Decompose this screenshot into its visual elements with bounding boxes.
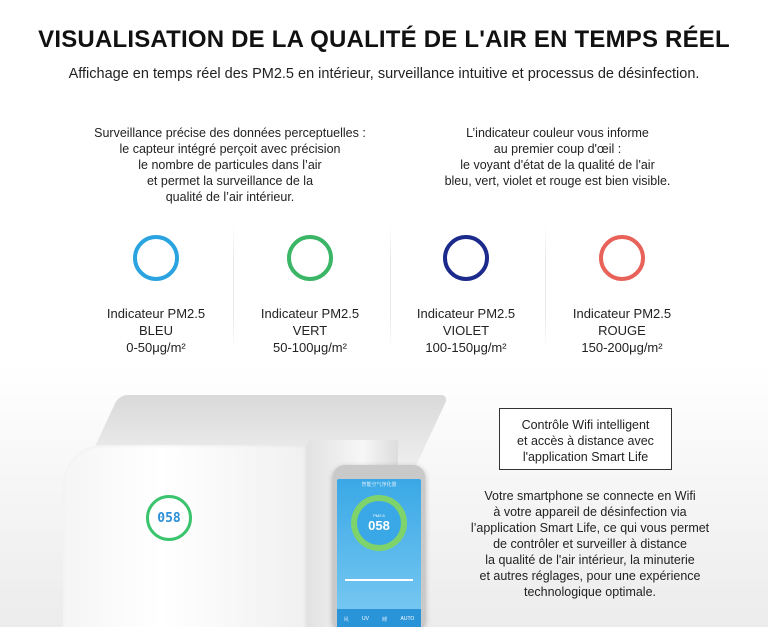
- indicator-blue: [81, 232, 231, 356]
- indicator-range: 150-200μg/m²: [581, 340, 663, 355]
- indicator-violet: [391, 232, 541, 356]
- indicator-red: [547, 232, 697, 356]
- divider: [233, 225, 234, 350]
- divider: [545, 225, 546, 350]
- display-value: 058: [157, 510, 181, 526]
- indicator-range: 50-100μg/m²: [273, 340, 347, 355]
- fan-slider: [345, 579, 413, 581]
- indicator-color: VIOLET: [442, 323, 490, 338]
- indicator-range: 0-50μg/m²: [126, 340, 186, 355]
- violet-ring-icon: [443, 235, 489, 281]
- gauge-value: 058: [368, 518, 390, 533]
- phone-nav-bar: [337, 609, 421, 627]
- indicator-label: Indicateur PM2.5: [572, 306, 672, 321]
- gauge-label: PM2.5: [373, 513, 385, 518]
- blue-ring-icon: [133, 235, 179, 281]
- indicator-label: Indicateur PM2.5: [416, 306, 516, 321]
- indicator-color: BLEU: [139, 323, 173, 338]
- wifi-feature-box: Contrôle Wifi intelligent et accès à distance avec l'application Smart Life: [499, 408, 672, 470]
- indicator-description: L’indicateur couleur vous informe au premier coup d'œil : le voyant d'état de la qualité de l'air bleu, vert, violet et rouge est bien visible.: [444, 126, 671, 188]
- nav-item: AUTO: [400, 616, 415, 622]
- nav-item: 风: [343, 616, 349, 623]
- indicator-color: ROUGE: [598, 323, 646, 338]
- smartphone-image: [333, 465, 425, 627]
- nav-item: UV: [361, 616, 369, 622]
- wifi-description: Votre smartphone se connecte en Wifi à votre appareil de désinfection via l’application Smart Life, ce qui vous permet de contrôler et surveiller à distance la qualité de l'air intérieur, la minuterie et autres réglages, pour une expérience technologique optimale.: [470, 489, 710, 599]
- indicator-label: Indicateur PM2.5: [260, 306, 360, 321]
- indicator-color: VERT: [292, 323, 328, 338]
- indicator-range: 100-150μg/m²: [425, 340, 507, 355]
- indicator-label: Indicateur PM2.5: [106, 306, 206, 321]
- page-subtitle: Affichage en temps réel des PM2.5 en intérieur, surveillance intuitive et processus de désinfection.: [68, 66, 700, 82]
- page-title: VISUALISATION DE LA QUALITÉ DE L'AIR EN TEMPS RÉEL: [38, 26, 730, 53]
- indicator-green: [235, 232, 385, 356]
- purifier-display: [146, 495, 192, 541]
- nav-item: 睡: [382, 616, 388, 623]
- sensor-description: Surveillance précise des données perceptuelles : le capteur intégré perçoit avec précision le nombre de particules dans l’air et permet la surveillance de la qualité de l’air intérieur.: [94, 126, 366, 204]
- phone-app-title: 智能空气净化器: [361, 482, 397, 488]
- green-ring-icon: [287, 235, 333, 281]
- pm25-gauge-icon: [351, 495, 407, 551]
- red-ring-icon: [599, 235, 645, 281]
